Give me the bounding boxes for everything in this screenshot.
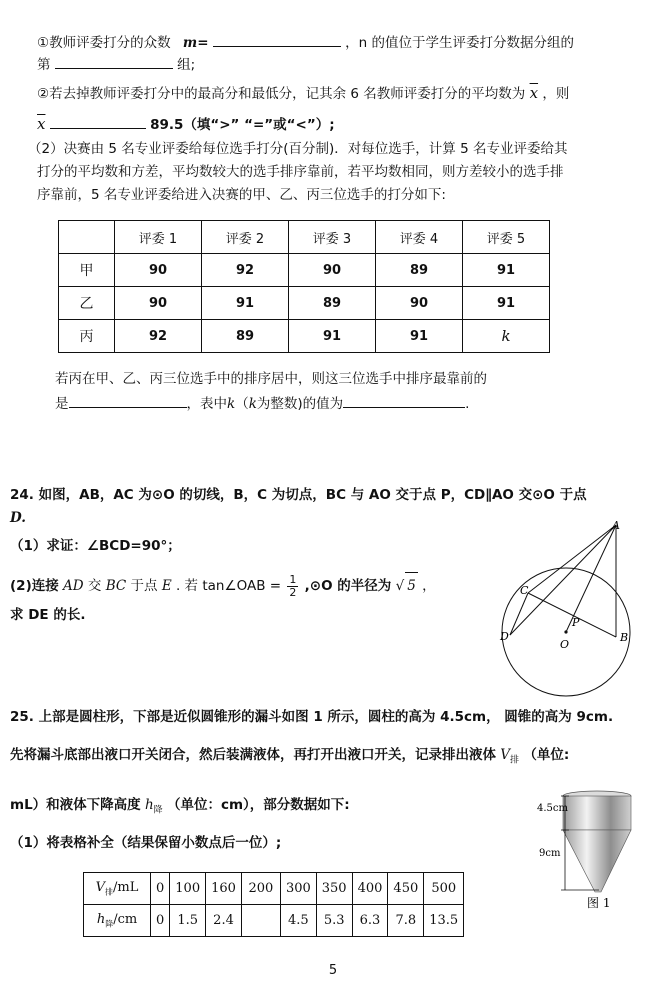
q23-line4	[37, 114, 335, 134]
row-label: 甲	[59, 254, 115, 287]
table-header: 评委 3	[289, 221, 376, 254]
q23-p2-text: ，表中	[186, 396, 227, 412]
xbar-symbol: $\overline{x}$	[37, 115, 46, 133]
q24-line1	[10, 486, 587, 504]
var-h: h	[96, 911, 106, 927]
funnel-cylinder	[563, 796, 631, 830]
segment-bc	[528, 593, 616, 637]
xbar-symbol: $\overline{x}$	[529, 84, 539, 102]
q25-line3	[10, 796, 350, 820]
q25-text: （单位：cm），部分数据如下:	[166, 797, 350, 813]
q23-p2-text: 打分的平均数和方差，平均数较大的选手排序靠前，若平均数相同，则方差较小的选手排	[37, 164, 564, 180]
table-cell: 160	[206, 873, 242, 905]
blank-group[interactable]	[55, 54, 173, 69]
q23-after1	[55, 370, 487, 388]
q23-p2-text: 为整数)的值为	[256, 396, 344, 412]
table-cell: 400	[352, 873, 388, 905]
q23-p2-text: （2）决赛由 5 名专业评委给每位选手打分(百分制)．对每位选手，计算 5 名专业评委给其	[28, 141, 568, 157]
q23-text: ，n 的值位于学生评委打分数据分组的	[345, 35, 574, 51]
q24-var: BC	[105, 578, 127, 594]
label-d: D	[500, 630, 509, 643]
q24-text: ，	[422, 578, 436, 594]
q23-text: 89.5（填“>” “=”或“<”）;	[150, 117, 335, 133]
table-cell: 0	[151, 905, 170, 937]
q25-text: （单位:	[523, 747, 570, 763]
table-cell: 5.3	[316, 905, 352, 937]
q23-text: ①教师评委打分的众数	[37, 35, 171, 51]
table-row	[59, 254, 550, 287]
q25-text: 先将漏斗底部出液口开关闭合，然后装满液体，再打开出液口开关，记录排出液体	[10, 747, 496, 763]
q25-text: （1）将表格补全（结果保留小数点后一位）;	[10, 835, 282, 851]
segment-cd	[510, 593, 528, 635]
table-header: 评委 1	[115, 221, 202, 254]
dim-label-cylinder: 4.5cm	[537, 803, 568, 814]
table-row	[59, 287, 550, 320]
table-cell: 90	[115, 254, 202, 287]
label-o: O	[560, 638, 570, 651]
table-cell: 91	[289, 320, 376, 353]
blank-first[interactable]	[69, 393, 187, 408]
q24-sub2-line2	[10, 606, 85, 624]
q24-text: 求 DE 的长.	[10, 607, 86, 623]
table-cell: 90	[376, 287, 463, 320]
row-label: 乙	[59, 287, 115, 320]
row-label: 丙	[59, 320, 115, 353]
sub-jiang: 降	[105, 919, 114, 929]
q24-var: E	[161, 578, 172, 594]
table-row	[84, 873, 464, 905]
var-v: V	[500, 747, 511, 763]
table-cell: 450	[388, 873, 424, 905]
q23-p2-text: 序靠前，5 名专业评委给进入决赛的甲、乙、丙三位选手的打分如下:	[37, 187, 446, 203]
table-header: 评委 2	[202, 221, 289, 254]
table-cell: 300	[280, 873, 316, 905]
table-cell-blank[interactable]	[241, 905, 280, 937]
score-table	[58, 220, 550, 353]
table-cell: 91	[376, 320, 463, 353]
sub-jiang: 降	[153, 805, 163, 816]
table-cell: 4.5	[280, 905, 316, 937]
q23-line3	[37, 84, 569, 103]
center-dot	[564, 630, 567, 633]
q25-text: mL）和液体下降高度	[10, 797, 141, 813]
sqrt-value: 5	[405, 572, 418, 599]
var-h: h	[144, 797, 154, 813]
table-cell: 500	[424, 873, 464, 905]
blank-mode[interactable]	[213, 32, 341, 47]
table-cell: 200	[241, 873, 280, 905]
q24-text: D.	[10, 510, 26, 526]
q23-text: 组;	[177, 57, 196, 73]
table-cell: 2.4	[206, 905, 242, 937]
q23-text: ②若去掉教师评委打分中的最高分和最低分，记其余 6 名教师评委打分的平均数为	[37, 86, 526, 102]
table-cell: 89	[202, 320, 289, 353]
q24-line2	[10, 509, 26, 527]
table-row	[84, 905, 464, 937]
q24-sub1	[10, 537, 181, 555]
table-cell: 90	[115, 287, 202, 320]
table-cell: 91	[463, 287, 550, 320]
row-label	[84, 905, 151, 937]
q24-text: ,⊙O 的半径为	[304, 578, 392, 594]
var-k: k	[227, 396, 236, 412]
blank-k[interactable]	[343, 393, 465, 408]
q23-p2-text: 若丙在甲、乙、丙三位选手中的排序居中，则这三位选手中排序最靠前的	[55, 371, 487, 387]
dim-label-cone: 9cm	[539, 848, 561, 859]
segment-ad	[510, 525, 616, 635]
label-b: B	[620, 631, 629, 644]
q25-line2	[10, 746, 569, 770]
frac-num: 1	[289, 572, 297, 586]
q23-p2-line1	[28, 140, 567, 158]
sub-pai: 排	[510, 755, 520, 766]
q24-var: AD	[63, 578, 84, 594]
var-k: k	[248, 396, 257, 412]
sub-pai: 排	[105, 887, 114, 897]
q23-p2-text: .	[465, 396, 470, 412]
figure-caption: 图 1	[587, 896, 611, 910]
table-cell: 91	[202, 287, 289, 320]
q23-text: ，则	[542, 86, 570, 102]
table-cell: 92	[115, 320, 202, 353]
volume-table	[83, 872, 464, 937]
var-m: m=	[182, 35, 209, 51]
table-cell: 1.5	[170, 905, 206, 937]
q23-p2-text: 是	[55, 396, 69, 412]
table-cell: 89	[376, 254, 463, 287]
label-a: A	[612, 519, 620, 532]
row-label	[84, 873, 151, 905]
table-header: 评委 4	[376, 221, 463, 254]
var-v: V	[95, 879, 106, 895]
funnel-cone	[563, 830, 631, 892]
table-cell: 90	[289, 254, 376, 287]
tangent-ac	[528, 525, 616, 593]
q23-p2-line3	[37, 186, 446, 204]
blank-compare[interactable]	[50, 114, 146, 129]
unit: /cm	[113, 911, 138, 927]
table-cell: 7.8	[388, 905, 424, 937]
table-cell	[59, 221, 115, 254]
q23-after2	[55, 393, 469, 413]
q23-p2-line2	[37, 163, 564, 181]
label-c: C	[520, 584, 529, 597]
table-cell: 91	[463, 254, 550, 287]
circle-tangent-figure	[490, 515, 660, 705]
table-cell: 6.3	[352, 905, 388, 937]
q23-text: 第	[37, 57, 51, 73]
q24-text: 交	[87, 578, 102, 594]
table-cell-k: k	[463, 320, 550, 353]
q23-line2	[37, 54, 195, 74]
label-p: P	[572, 616, 580, 629]
page-number: 5	[328, 963, 338, 978]
frac-den: 2	[289, 585, 297, 599]
fraction	[287, 574, 298, 599]
sqrt-icon: √	[395, 578, 405, 594]
q24-text: (2)连接	[10, 578, 59, 594]
q24-sub2	[10, 572, 436, 599]
q25-line1	[10, 708, 613, 726]
funnel-figure	[535, 782, 655, 912]
table-cell: 13.5	[424, 905, 464, 937]
q25-line4	[10, 834, 281, 852]
table-cell: 89	[289, 287, 376, 320]
table-cell: 100	[170, 873, 206, 905]
table-cell: 0	[151, 873, 170, 905]
q24-text: . 若 tan∠OAB =	[175, 578, 282, 594]
q25-text: 25. 上部是圆柱形，下部是近似圆锥形的漏斗如图 1 所示，圆柱的高为 4.5cm， 圆锥的高为 9cm.	[10, 709, 614, 725]
table-row	[59, 320, 550, 353]
table-cell: 92	[202, 254, 289, 287]
table-row	[59, 221, 550, 254]
table-cell: 350	[316, 873, 352, 905]
q24-text: 24. 如图，AB，AC 为⊙O 的切线，B，C 为切点，BC 与 AO 交于点 P，CD∥AO 交⊙O 于点	[10, 487, 587, 503]
q23-p2-text: （	[235, 396, 249, 412]
unit: /mL	[113, 879, 139, 895]
table-header: 评委 5	[463, 221, 550, 254]
q24-text: 于点	[130, 578, 158, 594]
q23-line1	[37, 32, 574, 52]
q24-text: （1）求证：∠BCD=90°；	[10, 538, 181, 554]
